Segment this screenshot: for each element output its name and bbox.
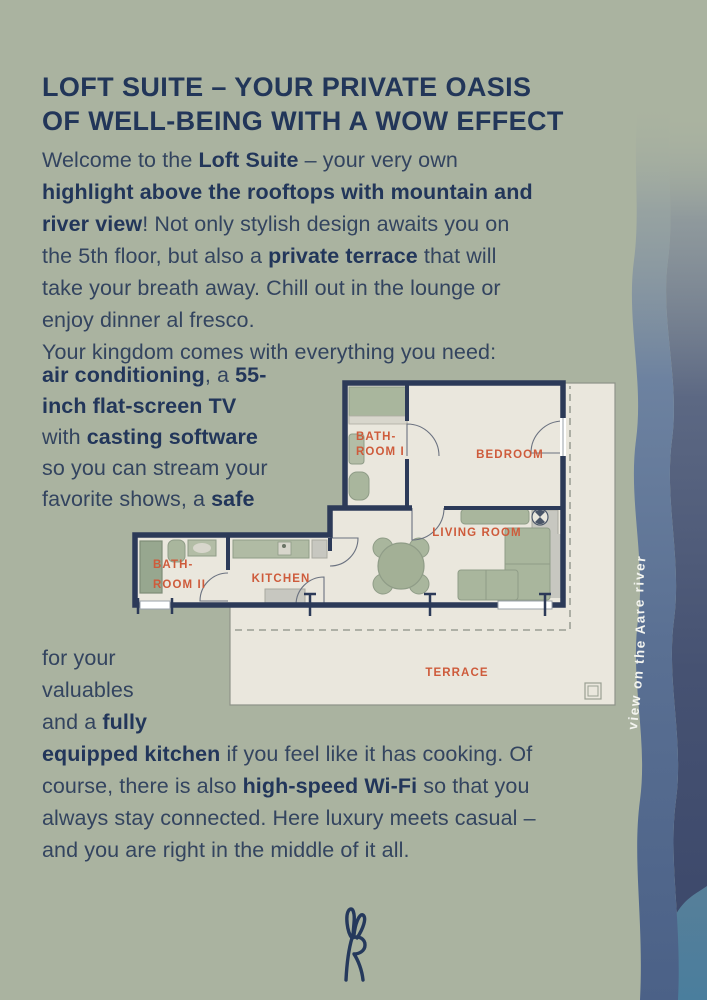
text-line: and a fully — [42, 710, 148, 734]
page-title-line2: OF WELL-BEING WITH A WOW EFFECT — [42, 106, 564, 137]
text-line: always stay connected. Here luxury meets casual – — [42, 806, 536, 830]
page-title — [42, 70, 662, 138]
river-caption: view on the Aare river — [624, 553, 649, 731]
page-title-line1: LOFT SUITE – YOUR PRIVATE OASIS — [42, 72, 532, 103]
label-bathroom2: BATH- ROOM II — [153, 559, 207, 591]
intro-paragraph — [42, 144, 627, 368]
text-line: Welcome to the Loft Suite – your very own — [42, 148, 458, 172]
text-line: valuables — [42, 678, 134, 702]
text-line: course, there is also high-speed Wi-Fi so that you — [42, 774, 530, 798]
text-line: the 5th floor, but also a private terrace that will — [42, 244, 497, 268]
text-line: Your kingdom comes with everything you need: — [42, 340, 497, 364]
text-line: highlight above the rooftops with mountain and — [42, 180, 533, 204]
text-line: equipped kitchen if you feel like it has cooking. Of — [42, 742, 533, 766]
rabbit-logo — [335, 903, 381, 983]
fan-icon — [532, 509, 548, 525]
label-living-room: LIVING ROOM — [432, 527, 522, 539]
text-line: with casting software — [42, 425, 258, 449]
text-line: air conditioning, a 55- — [42, 363, 267, 387]
label-kitchen: KITCHEN — [251, 573, 311, 585]
text-line: and you are right in the middle of it all. — [42, 838, 410, 862]
label-bedroom: BEDROOM — [476, 449, 544, 461]
text-line: river view! Not only stylish design awaits you on — [42, 212, 510, 236]
label-bathroom1: BATH- ROOM I — [356, 431, 405, 458]
text-line: so you can stream your — [42, 456, 268, 480]
floorplan-graphic — [128, 376, 620, 708]
text-line: favorite shows, a safe — [42, 487, 255, 511]
text-line: enjoy dinner al fresco. — [42, 308, 255, 332]
label-terrace: TERRACE — [425, 667, 489, 679]
text-line: take your breath away. Chill out in the lounge or — [42, 276, 501, 300]
text-line: inch flat-screen TV — [42, 394, 237, 418]
text-line: for your — [42, 646, 116, 670]
